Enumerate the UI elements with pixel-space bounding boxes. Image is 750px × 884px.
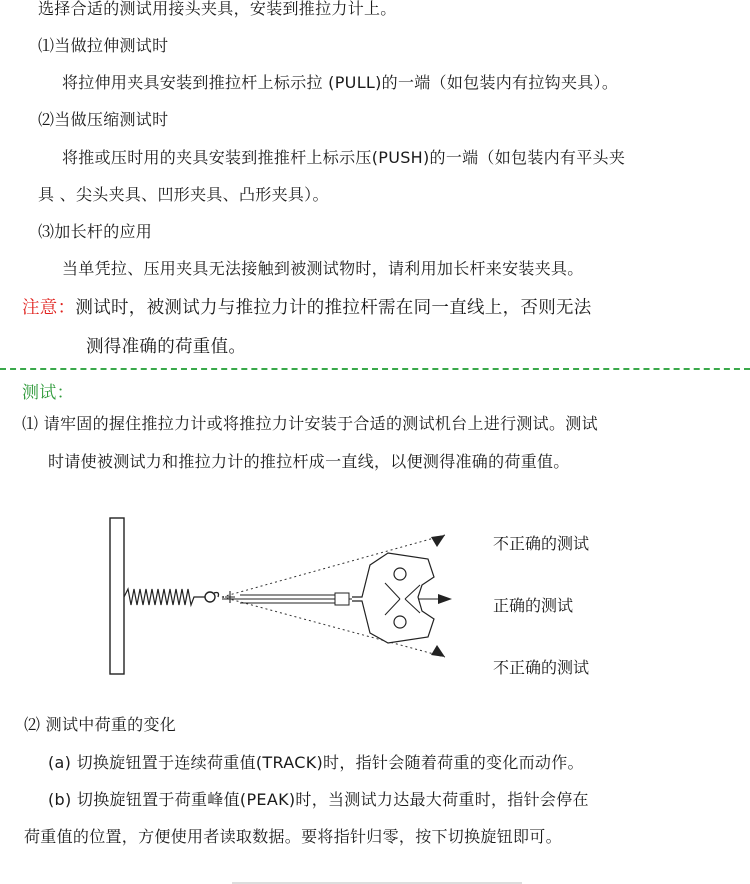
hook-ring: [205, 592, 215, 602]
note-label: 注意：: [22, 298, 76, 318]
pull-heading: ⑴当做拉伸测试时: [38, 36, 169, 55]
install-intro: 选择合适的测试用接头夹具，安装到推拉力计上。: [38, 0, 397, 18]
spring: [124, 589, 205, 605]
test-heading: 测试：: [22, 383, 74, 403]
label-correct: 正确的测试: [493, 596, 574, 615]
arrow-head-bottom: [431, 645, 445, 657]
force-gauge-body: [352, 553, 434, 643]
pull-body: 将拉伸用夹具安装到推拉杆上标示拉 (PULL)的一端（如包装内有拉钩夹具）。: [62, 73, 619, 92]
test-item2-a: (a) 切换旋钮置于连续荷重值(TRACK)时，指针会随着荷重的变化而动作。: [48, 753, 584, 772]
test-item2-heading: ⑵ 测试中荷重的变化: [24, 715, 177, 734]
test-item2-b: (b) 切换旋钮置于荷重峰值(PEAK)时，当测试力达最大荷重时，指针会停在: [48, 790, 589, 809]
test-item2-b-cont: 荷重值的位置，方便使用者读取数据。要将指针归零，按下切换旋钮即可。: [24, 827, 562, 846]
label-incorrect-top: 不正确的测试: [493, 534, 590, 553]
label-incorrect-bottom: 不正确的测试: [493, 658, 590, 677]
arrow-head-top: [431, 535, 445, 547]
alignment-diagram: [0, 505, 750, 685]
push-heading: ⑵当做压缩测试时: [38, 110, 169, 129]
push-body-line1: 将推或压时用的夹具安装到推推杆上标示压(PUSH)的一端（如包装内有平头夹: [62, 148, 626, 167]
section-divider: [0, 368, 750, 370]
test-item1-line1: ⑴ 请牢固的握住推拉力计或将推拉力计安装于合适的测试机台上进行测试。测试: [22, 414, 598, 433]
note-line2: 测得准确的荷重值。: [86, 337, 247, 357]
note-line1: [22, 297, 592, 319]
hook-tip: [225, 591, 235, 603]
extension-body: 当单凭拉、压用夹具无法接触到被测试物时，请利用加长杆来安装夹具。: [62, 259, 584, 278]
arrow-head-middle: [438, 594, 452, 604]
push-body-line2: 具 、尖头夹具、凹形夹具、凸形夹具）。: [38, 185, 329, 204]
note-text-line1: 测试时，被测试力与推拉力计的推拉杆需在同一直线上，否则无法: [75, 298, 592, 318]
wall-mount: [110, 518, 124, 674]
test-item1-line2: 时请使被测试力和推拉力计的推拉杆成一直线，以便测得准确的荷重值。: [48, 452, 570, 471]
extension-heading: ⑶加长杆的应用: [38, 222, 153, 241]
rod-coupler: [335, 593, 349, 605]
